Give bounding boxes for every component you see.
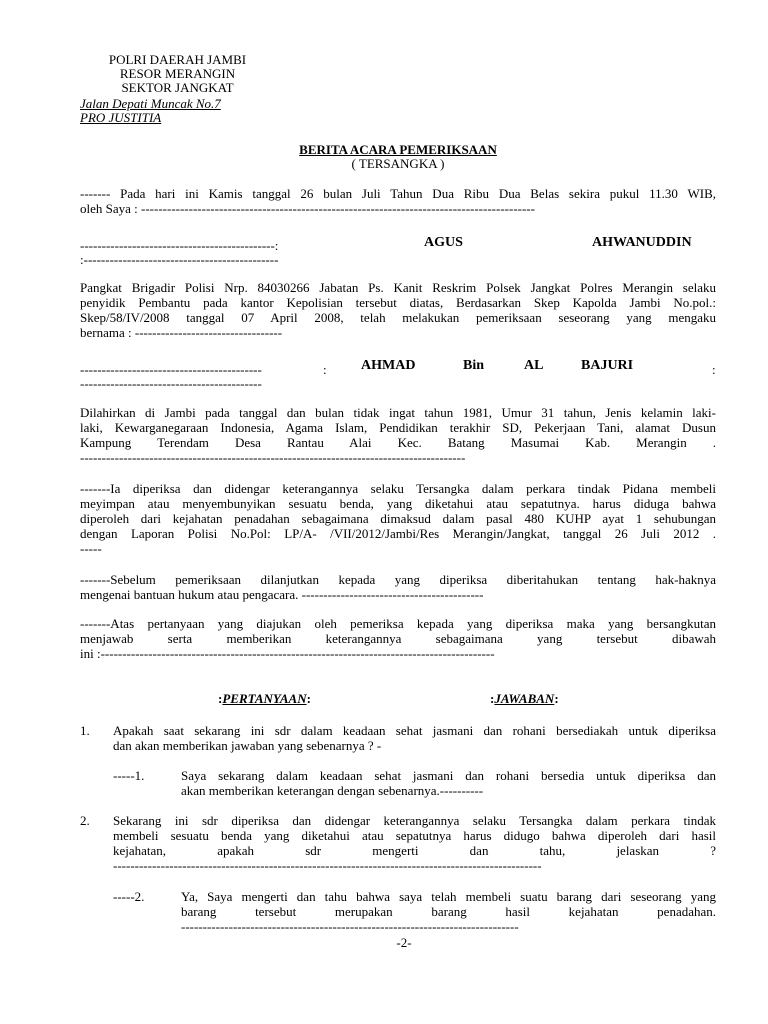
suspect-dashes-below: ------------------------------------------ (80, 376, 262, 391)
answer-1-line-1: Saya sekarang dalam keadaan sehat jasmani dan rohani bersedia untuk diperiksa dan (181, 768, 716, 783)
question-1-line-1: Apakah saat sekarang ini sdr dalam keadaan sehat jasmani dan rohani bersediakah untuk diperiksa (113, 723, 716, 738)
officer-dashes-left: ---------------------------------------------: (80, 238, 279, 253)
officer-first-name: AGUS (424, 235, 463, 250)
answer-intro-paragraph (80, 616, 716, 661)
answer-colon-right: : (554, 691, 559, 706)
rights-line-2: mengenai bantuan hukum atau pengacara. ------------------------------------------ (80, 587, 484, 602)
answer-2-line-3: ------------------------------------------------------------------------------ (181, 919, 519, 934)
suspect-colon-left: : (323, 362, 327, 377)
officer-desc-line-2: penyidik Pembantu pada kantor Kepolisian tersebut diatas, Berdasarkan Skep Kapolda Jambi No.pol.: (80, 295, 716, 310)
answer-intro-line-2: menjawab serta memberikan keterangannya sebagaimana yang tersebut dibawah (80, 631, 716, 646)
document-subtitle: ( TERSANGKA ) (351, 156, 445, 171)
document-title: BERITA ACARA PEMERIKSAAN (299, 142, 497, 157)
answer-2 (181, 889, 716, 934)
org-address: Jalan Depati Muncak No.7 (80, 96, 221, 111)
question-header-label: PERTANYAAN (222, 691, 307, 706)
answer-intro-line-1: -------Atas pertanyaan yang diajukan oleh pemeriksa kepada yang diperiksa maka yang bersangkutan (80, 616, 716, 631)
question-2 (113, 813, 716, 873)
org-sector: SEKTOR JANGKAT (121, 80, 234, 95)
officer-desc-line-3: Skep/58/IV/2008 tanggal 07 April 2008, telah melakukan pemeriksaan seseorang yang mengaku (80, 310, 716, 325)
birth-line-2: laki, Kewarganegaraan Indonesia, Agama Islam, Pendidikan terakhir SD, Pekerjaan Tani, alamat Dusun (80, 420, 716, 435)
answer-1-line-2: akan memberikan keterangan dengan sebenarnya.---------- (181, 783, 484, 798)
question-number-2: 2. (80, 813, 90, 828)
org-resort: RESOR MERANGIN (119, 66, 236, 81)
birth-line-4: ----------------------------------------------------------------------------------------- (80, 450, 466, 465)
birth-details (80, 405, 716, 465)
case-line-3: diperoleh dari kejahatan penadahan sebagaimana dimaksud dalam pasal 480 KUHP ayat 1 sehubungan (80, 511, 716, 526)
birth-line-3: Kampung Terendam Desa Rantau Alai Kec. Batang Masumai Kab. Merangin . (80, 435, 716, 450)
officer-last-name: AHWANUDDIN (592, 235, 692, 250)
case-line-2: meyimpan atau menyembunyikan sesuatu benda, yang diketahui atau sepatutnya. harus diduga bahwa (80, 496, 716, 511)
question-number-1: 1. (80, 723, 90, 738)
answer-2-line-2: barang tersebut merupakan barang hasil kejahatan penadahan. (181, 904, 716, 919)
question-colon-right: : (306, 691, 311, 706)
opening-paragraph (80, 186, 716, 216)
answer-number-1: -----1. (113, 768, 145, 783)
answer-intro-line-3: ini :------------------------------------------------------------------------------------------- (80, 646, 495, 661)
answer-2-line-1: Ya, Saya mengerti dan tahu bahwa saya telah membeli suatu barang dari seseorang yang (181, 889, 716, 904)
case-line-1: -------Ia diperiksa dan didengar keterangannya selaku Tersangka dalam perkara tindak Pidana membeli (80, 481, 716, 496)
pro-justitia-label: PRO JUSTITIA (80, 110, 162, 125)
answer-colon-left: : (490, 691, 495, 706)
case-line-5: ----- (80, 541, 102, 556)
answer-number-2: -----2. (113, 889, 145, 904)
question-2-line-2: membeli sesuatu benda yang diketahui atau sepatutnya harus didugo bahwa diperoleh dari hasil (113, 828, 716, 843)
suspect-colon-right: : (712, 362, 716, 377)
rights-paragraph (80, 572, 716, 602)
officer-description (80, 280, 716, 340)
question-2-line-3: kejahatan, apakah sdr mengerti dan tahu, jelaskan ? (113, 843, 716, 858)
rights-line-1: -------Sebelum pemeriksaan dilanjutkan kepada yang diperiksa diberitahukan tentang hak-haknya (80, 572, 716, 587)
question-colon-left: : (218, 691, 223, 706)
suspect-name-3: AL (524, 358, 544, 373)
answer-1 (181, 768, 716, 798)
officer-desc-line-4: bernama : ---------------------------------- (80, 325, 283, 340)
suspect-name-4: BAJURI (581, 358, 634, 373)
officer-desc-line-1: Pangkat Brigadir Polisi Nrp. 84030266 Jabatan Ps. Kanit Reskrim Polsek Jangkat Polres Merangin selaku (80, 280, 716, 295)
suspect-name-2: Bin (463, 358, 485, 373)
case-line-4: dengan Laporan Polisi No.Pol: LP/A- /VII/2012/Jambi/Res Merangin/Jangkat, tanggal 26 Juli 2012 . (80, 526, 716, 541)
page-number: -2- (396, 935, 412, 950)
answer-header-label: JAWABAN (494, 691, 555, 706)
question-header (218, 691, 311, 706)
suspect-name-1: AHMAD (361, 358, 416, 373)
question-1 (113, 723, 716, 753)
question-1-line-2: dan akan memberikan jawaban yang sebenarnya ? - (113, 738, 382, 753)
suspect-dashes-left: ------------------------------------------ (80, 362, 262, 377)
birth-line-1: Dilahirkan di Jambi pada tanggal dan bulan tidak ingat tahun 1981, Umur 31 tahun, Jenis kelamin laki- (80, 405, 716, 420)
opening-line-2: oleh Saya : ------------------------------------------------------------------------------------------- (80, 201, 535, 216)
officer-dashes-below: :--------------------------------------------- (80, 252, 279, 267)
opening-line-1: ------- Pada hari ini Kamis tanggal 26 bulan Juli Tahun Dua Ribu Dua Belas sekira pukul 11.30 WIB, (80, 186, 716, 201)
question-2-line-4: --------------------------------------------------------------------------------------------------- (113, 858, 542, 873)
answer-header (490, 691, 559, 706)
org-name: POLRI DAERAH JAMBI (108, 52, 247, 67)
case-paragraph (80, 481, 716, 556)
question-2-line-1: Sekarang ini sdr diperiksa dan didengar keterangannya selaku Tersangka dalam perkara tindak (113, 813, 716, 828)
